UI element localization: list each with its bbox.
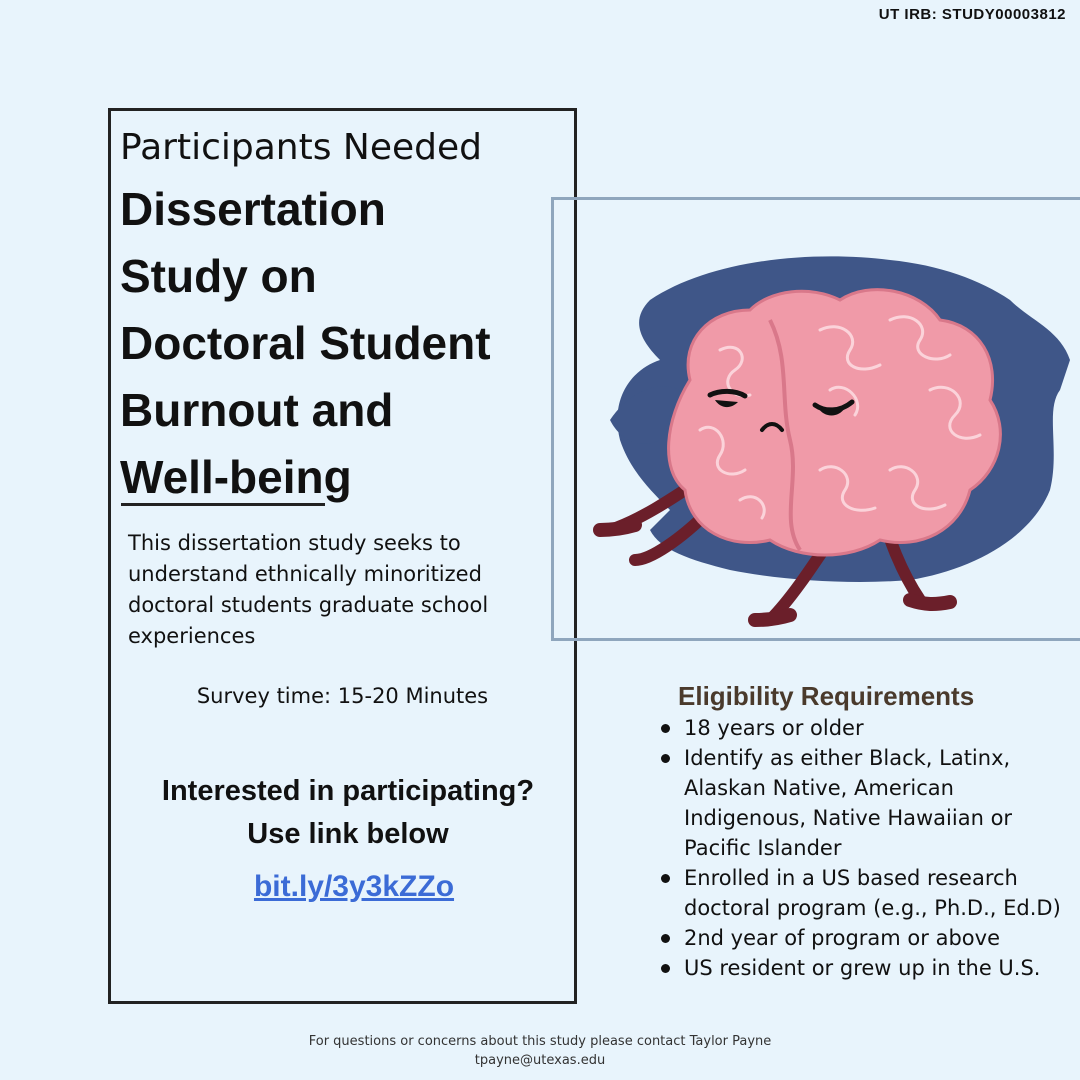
- title-line: Doctoral Student: [120, 317, 491, 369]
- contact-email[interactable]: tpayne@utexas.edu: [474, 1053, 606, 1068]
- irb-study-number: UT IRB: STUDY00003812: [878, 6, 1066, 23]
- call-to-action: [108, 770, 588, 856]
- cta-line-1: Interested in participating?: [161, 775, 535, 807]
- participants-needed-heading: Participants Needed: [120, 127, 482, 168]
- list-item: Identify as either Black, Latinx, Alaskan Native, American Indigenous, Native Hawaiian or Pacific Islander: [658, 743, 1063, 863]
- eligibility-list: [658, 713, 1063, 983]
- survey-time: Survey time: 15-20 Minutes: [196, 684, 489, 708]
- sad-brain-illustration: [590, 240, 1070, 640]
- survey-link[interactable]: bit.ly/3y3kZZo: [253, 870, 455, 903]
- title-underline: [121, 503, 325, 506]
- study-description: This dissertation study seeks to understand ethnically minoritized doctoral students graduate school experiences: [128, 531, 489, 648]
- title-line: Well-being: [120, 451, 352, 503]
- title-line: Study on: [120, 250, 317, 302]
- eligibility-heading: Eligibility Requirements: [678, 681, 975, 711]
- contact-text: For questions or concerns about this study please contact Taylor Payne: [308, 1034, 772, 1049]
- list-item: Enrolled in a US based research doctoral program (e.g., Ph.D., Ed.D): [658, 863, 1063, 923]
- list-item: 18 years or older: [658, 713, 1063, 743]
- title-line: Dissertation: [120, 183, 386, 235]
- contact-footer: [0, 1032, 1080, 1070]
- list-item: 2nd year of program or above: [658, 923, 1063, 953]
- cta-line-2: Use link below: [247, 818, 449, 850]
- study-title: [120, 176, 560, 511]
- title-line: Burnout and: [120, 384, 394, 436]
- list-item: US resident or grew up in the U.S.: [658, 953, 1063, 983]
